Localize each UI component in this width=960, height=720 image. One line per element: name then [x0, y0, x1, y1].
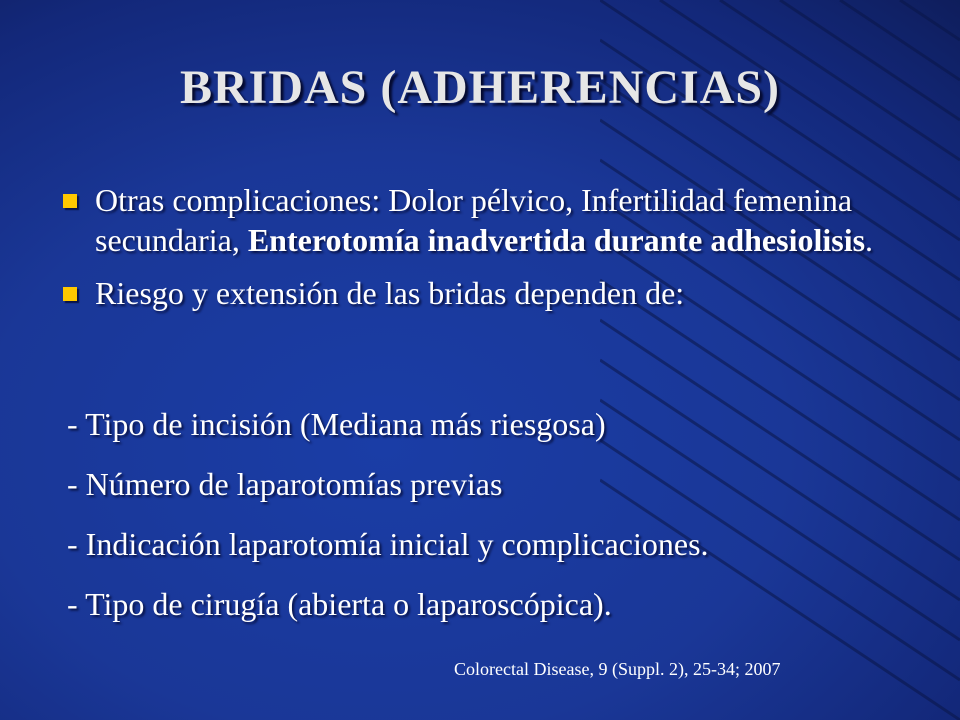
bullet-complications	[60, 180, 900, 260]
slide-title: BRIDAS (ADHERENCIAS)	[179, 61, 781, 114]
square-bullet-icon	[63, 194, 77, 208]
bullet-complications-end: .	[865, 222, 874, 258]
bullet-complications-bold-text: Enterotomía inadvertida durante adhesiolisis	[247, 222, 866, 258]
risk-factor-item: - Tipo de cirugía (abierta o laparoscópica).	[67, 586, 612, 622]
risk-factor-item: - Tipo de incisión (Mediana más riesgosa)	[67, 406, 606, 442]
square-bullet-icon	[63, 287, 77, 301]
bullet-list	[60, 180, 900, 313]
risk-factor-item: - Indicación laparotomía inicial y complicaciones.	[67, 526, 709, 562]
risk-factor-list	[67, 404, 709, 644]
citation: Colorectal Disease, 9 (Suppl. 2), 25-34; 2007	[454, 659, 781, 679]
bullet-risk	[60, 273, 900, 313]
risk-factor-item: - Número de laparotomías previas	[67, 466, 503, 502]
bullet-risk-text: Riesgo y extensión de las bridas dependen de:	[95, 275, 685, 311]
bullet-complications-text: Otras complicaciones: Dolor pélvico, Infertilidad femenina secundaria,	[95, 182, 853, 258]
